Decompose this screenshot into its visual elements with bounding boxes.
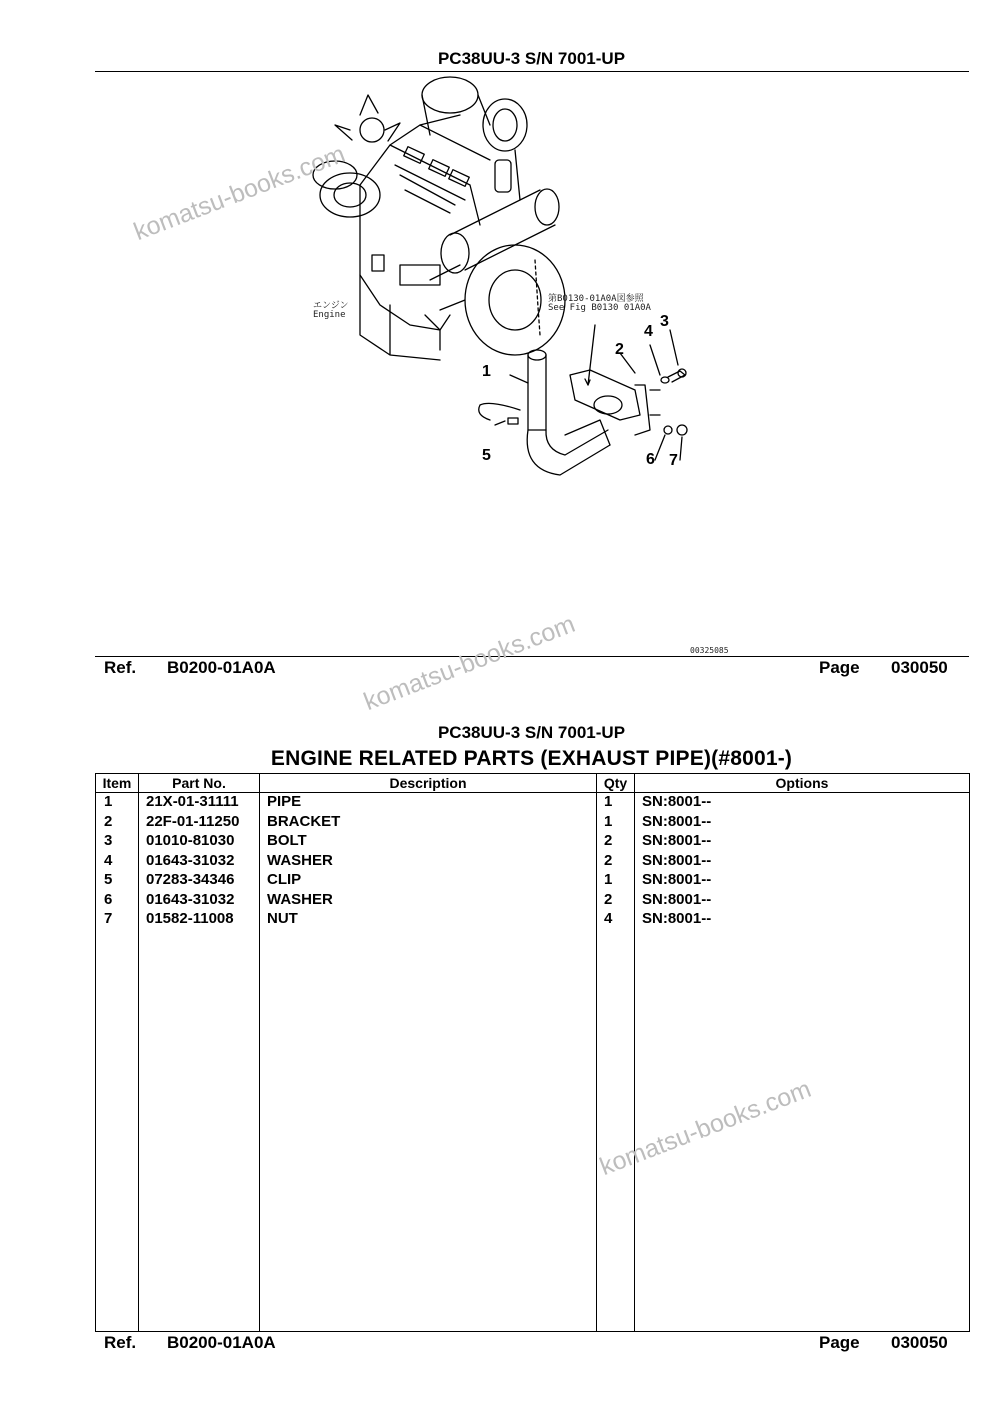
cell-part-no: 07283-34346 — [139, 871, 260, 891]
header-rule — [95, 71, 969, 72]
cell-options: SN:8001-- — [635, 852, 970, 872]
cell-item: 3 — [104, 832, 113, 849]
cell-part-no: 01643-31032 — [139, 852, 260, 872]
pipe-part — [527, 350, 610, 475]
cell-qty: 2 — [597, 852, 635, 872]
table-row — [96, 891, 970, 911]
cell-options: SN:8001-- — [635, 832, 970, 852]
col-header-description: Description — [260, 774, 597, 793]
cell-qty: 1 — [597, 871, 635, 891]
cell-item: 7 — [104, 910, 113, 927]
page-value-bottom: 030050 — [891, 1333, 948, 1352]
table-row — [96, 852, 970, 872]
cell-options: SN:8001-- — [635, 910, 970, 930]
cell-item: 6 — [104, 890, 113, 908]
bolt-washer-parts — [661, 369, 686, 383]
table-row — [96, 871, 970, 891]
cell-item: 4 — [104, 851, 113, 869]
cell-part-no: 22F-01-11250 — [139, 813, 260, 833]
engine-label-jp: エンジン — [313, 301, 349, 311]
col-header-qty: Qty — [597, 774, 635, 793]
page-value: 030050 — [891, 658, 948, 677]
cell-description: PIPE — [260, 793, 597, 813]
cell-options: SN:8001-- — [635, 793, 970, 813]
ref-value: B0200-01A0A — [167, 658, 276, 677]
cell-description: BOLT — [260, 832, 597, 852]
table-row — [96, 910, 970, 930]
callout-2: 2 — [615, 341, 624, 358]
bracket-part — [570, 370, 660, 435]
watermark: komatsu-books.com — [596, 1074, 815, 1182]
cell-description: NUT — [260, 910, 597, 930]
callout-6: 6 — [646, 451, 655, 468]
cell-description: WASHER — [260, 891, 597, 911]
cell-part-no: 01643-31032 — [139, 891, 260, 911]
callout-7: 7 — [669, 452, 678, 469]
cell-qty: 4 — [597, 910, 635, 930]
ref-value-bottom: B0200-01A0A — [167, 1333, 276, 1352]
cell-options: SN:8001-- — [635, 813, 970, 833]
drawing-code: 00325085 — [690, 646, 729, 655]
cell-options: SN:8001-- — [635, 891, 970, 911]
engine-label: Engine — [313, 310, 346, 320]
ref-label: Ref. — [104, 658, 137, 677]
cell-qty: 1 — [597, 793, 635, 813]
cell-description: BRACKET — [260, 813, 597, 833]
page-label-bottom: Page — [819, 1333, 860, 1352]
ref-rule-top — [95, 656, 969, 657]
page-header-model: PC38UU-3 S/N 7001-UP — [437, 49, 626, 68]
see-figure-note-jp: 第B0130-01A0A図参照 — [548, 294, 644, 304]
parts-table — [95, 773, 970, 1332]
exploded-parts-diagram — [290, 75, 730, 495]
parts-list-header-model: PC38UU-3 S/N 7001-UP — [437, 723, 626, 742]
cell-description: CLIP — [260, 871, 597, 891]
cell-qty: 1 — [597, 813, 635, 833]
page-label: Page — [819, 658, 860, 677]
cell-options: SN:8001-- — [635, 871, 970, 891]
table-row — [96, 793, 970, 813]
cell-item: 5 — [104, 871, 113, 888]
table-row — [96, 832, 970, 852]
callout-5: 5 — [482, 447, 491, 464]
cell-item: 1 — [104, 793, 113, 810]
callout-4: 4 — [644, 323, 653, 340]
table-header-row — [96, 774, 970, 793]
cell-description: WASHER — [260, 852, 597, 872]
table-row — [96, 813, 970, 833]
see-figure-note: See Fig B0130 01A0A — [548, 303, 651, 313]
section-title: ENGINE RELATED PARTS (EXHAUST PIPE)(#8001-) — [270, 747, 793, 770]
callout-1: 1 — [482, 363, 491, 380]
cell-item: 2 — [104, 812, 113, 830]
engine-illustration — [313, 77, 565, 360]
col-header-options: Options — [635, 774, 970, 793]
ref-label-bottom: Ref. — [104, 1333, 137, 1352]
cell-part-no: 21X-01-31111 — [139, 793, 260, 813]
cell-part-no: 01582-11008 — [139, 910, 260, 930]
col-header-part-no: Part No. — [139, 774, 260, 793]
col-header-item: Item — [96, 774, 139, 793]
clip-part — [479, 403, 520, 424]
washer-nut-parts — [664, 425, 687, 435]
cell-qty: 2 — [597, 891, 635, 911]
cell-part-no: 01010-81030 — [139, 832, 260, 852]
table-filler-row — [96, 930, 970, 1332]
watermark: komatsu-books.com — [130, 139, 349, 247]
watermark: komatsu-books.com — [360, 609, 579, 717]
callout-3: 3 — [660, 313, 669, 330]
cell-qty: 2 — [597, 832, 635, 852]
